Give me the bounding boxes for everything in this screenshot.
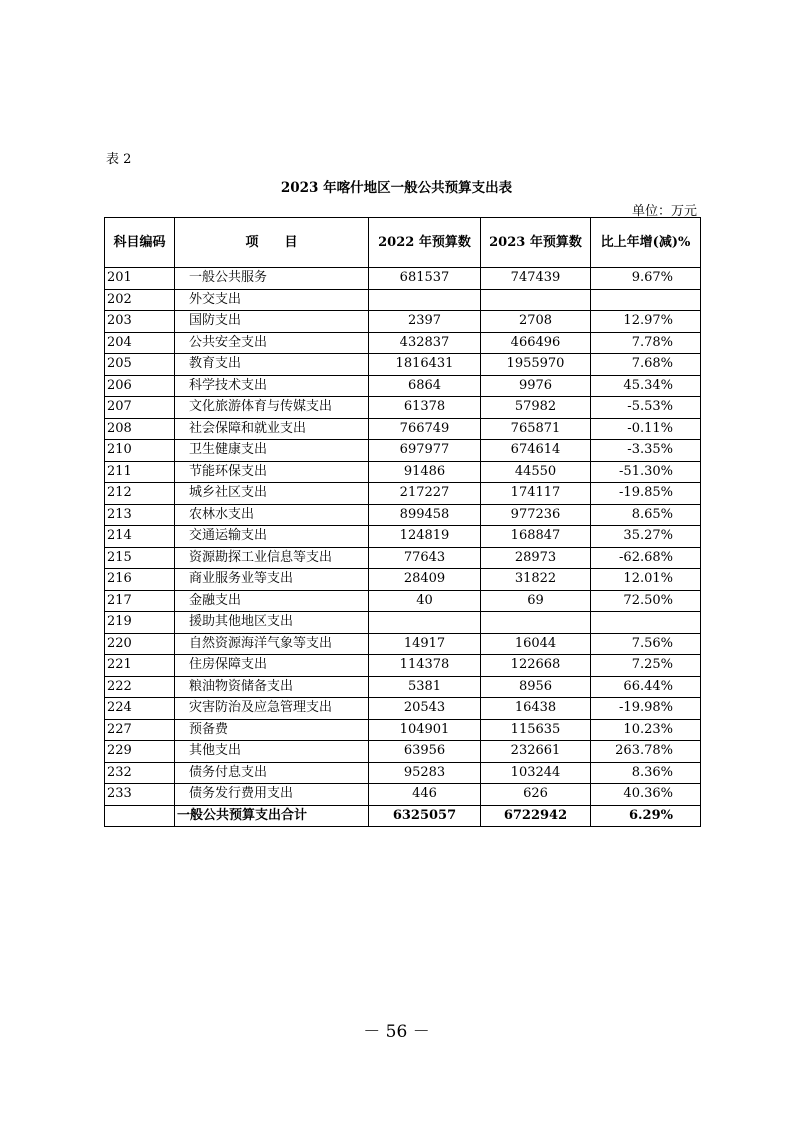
table-row: [105, 590, 701, 612]
table-row: [105, 397, 701, 419]
total-cell-y2023: 6722942: [481, 805, 591, 827]
cell-code: 207: [105, 397, 175, 419]
cell-name: 国防支出: [175, 311, 369, 333]
cell-change: 9.67%: [591, 268, 701, 290]
table-header-row: [105, 218, 701, 268]
table-row: [105, 676, 701, 698]
cell-y2023: 8956: [481, 676, 591, 698]
cell-y2023: 168847: [481, 526, 591, 548]
cell-code: 203: [105, 311, 175, 333]
cell-y2022: 114378: [369, 655, 481, 677]
table-row: [105, 332, 701, 354]
cell-change: 40.36%: [591, 784, 701, 806]
table-row: [105, 612, 701, 634]
cell-y2022: 697977: [369, 440, 481, 462]
cell-y2023: 9976: [481, 375, 591, 397]
cell-y2023: 31822: [481, 569, 591, 591]
cell-y2022: 124819: [369, 526, 481, 548]
cell-change: -3.35%: [591, 440, 701, 462]
cell-name: 卫生健康支出: [175, 440, 369, 462]
table-row: [105, 375, 701, 397]
cell-change: 10.23%: [591, 719, 701, 741]
table-row: [105, 418, 701, 440]
cell-change: [591, 612, 701, 634]
total-cell-code: [105, 805, 175, 827]
table-row: [105, 633, 701, 655]
cell-change: 72.50%: [591, 590, 701, 612]
cell-y2022: 61378: [369, 397, 481, 419]
cell-change: -19.85%: [591, 483, 701, 505]
cell-y2023: [481, 289, 591, 311]
cell-code: 214: [105, 526, 175, 548]
cell-y2022: 91486: [369, 461, 481, 483]
cell-change: 35.27%: [591, 526, 701, 548]
header-change: 比上年增(减)%: [591, 218, 701, 268]
cell-change: 12.97%: [591, 311, 701, 333]
header-2022: 2022 年预算数: [369, 218, 481, 268]
table-row: [105, 526, 701, 548]
cell-y2022: 432837: [369, 332, 481, 354]
cell-name: 债务付息支出: [175, 762, 369, 784]
cell-y2022: 2397: [369, 311, 481, 333]
cell-y2023: 122668: [481, 655, 591, 677]
cell-code: 216: [105, 569, 175, 591]
table-row: [105, 719, 701, 741]
cell-y2022: 217227: [369, 483, 481, 505]
cell-y2023: 765871: [481, 418, 591, 440]
cell-name: 粮油物资储备支出: [175, 676, 369, 698]
cell-name: 援助其他地区支出: [175, 612, 369, 634]
table-body: [105, 268, 701, 827]
total-cell-name: 一般公共预算支出合计: [175, 805, 369, 827]
cell-code: 232: [105, 762, 175, 784]
cell-code: 210: [105, 440, 175, 462]
cell-change: [591, 289, 701, 311]
cell-y2023: 69: [481, 590, 591, 612]
cell-code: 208: [105, 418, 175, 440]
table-row: [105, 784, 701, 806]
cell-name: 文化旅游体育与传媒支出: [175, 397, 369, 419]
cell-code: 213: [105, 504, 175, 526]
cell-y2022: 77643: [369, 547, 481, 569]
cell-name: 农林水支出: [175, 504, 369, 526]
table-row: [105, 655, 701, 677]
unit-label: 单位：万元: [631, 204, 697, 219]
cell-code: 219: [105, 612, 175, 634]
header-code: 科目编码: [105, 218, 175, 268]
cell-change: 12.01%: [591, 569, 701, 591]
cell-y2022: 446: [369, 784, 481, 806]
cell-name: 公共安全支出: [175, 332, 369, 354]
cell-change: -5.53%: [591, 397, 701, 419]
total-row: [105, 805, 701, 827]
header-2023: 2023 年预算数: [481, 218, 591, 268]
table-row: [105, 547, 701, 569]
table-row: [105, 569, 701, 591]
cell-name: 资源勘探工业信息等支出: [175, 547, 369, 569]
cell-name: 城乡社区支出: [175, 483, 369, 505]
cell-code: 220: [105, 633, 175, 655]
cell-name: 债务发行费用支出: [175, 784, 369, 806]
cell-y2023: 1955970: [481, 354, 591, 376]
cell-y2023: 747439: [481, 268, 591, 290]
cell-code: 229: [105, 741, 175, 763]
cell-change: 263.78%: [591, 741, 701, 763]
cell-name: 预备费: [175, 719, 369, 741]
cell-y2022: 63956: [369, 741, 481, 763]
cell-code: 206: [105, 375, 175, 397]
cell-name: 教育支出: [175, 354, 369, 376]
cell-y2022: 95283: [369, 762, 481, 784]
total-cell-y2022: 6325057: [369, 805, 481, 827]
cell-y2023: 466496: [481, 332, 591, 354]
cell-y2022: 28409: [369, 569, 481, 591]
cell-code: 217: [105, 590, 175, 612]
cell-change: 7.78%: [591, 332, 701, 354]
cell-code: 211: [105, 461, 175, 483]
cell-name: 住房保障支出: [175, 655, 369, 677]
table-row: [105, 354, 701, 376]
cell-change: 8.36%: [591, 762, 701, 784]
table-row: [105, 698, 701, 720]
cell-y2023: 626: [481, 784, 591, 806]
cell-y2023: 103244: [481, 762, 591, 784]
cell-y2023: 57982: [481, 397, 591, 419]
total-cell-change: 6.29%: [591, 805, 701, 827]
cell-code: 227: [105, 719, 175, 741]
table-row: [105, 762, 701, 784]
cell-name: 灾害防治及应急管理支出: [175, 698, 369, 720]
cell-y2022: [369, 289, 481, 311]
cell-code: 233: [105, 784, 175, 806]
cell-code: 205: [105, 354, 175, 376]
cell-y2022: 14917: [369, 633, 481, 655]
cell-change: -51.30%: [591, 461, 701, 483]
cell-code: 212: [105, 483, 175, 505]
cell-change: 66.44%: [591, 676, 701, 698]
cell-y2022: 5381: [369, 676, 481, 698]
cell-y2022: 766749: [369, 418, 481, 440]
cell-change: 7.68%: [591, 354, 701, 376]
cell-y2023: 16044: [481, 633, 591, 655]
cell-y2023: [481, 612, 591, 634]
header-item: 项 目: [175, 218, 369, 268]
table-title: 2023 年喀什地区一般公共预算支出表: [280, 180, 513, 196]
table-row: [105, 311, 701, 333]
cell-change: 7.25%: [591, 655, 701, 677]
cell-y2023: 44550: [481, 461, 591, 483]
cell-y2022: 1816431: [369, 354, 481, 376]
cell-y2022: 40: [369, 590, 481, 612]
cell-code: 201: [105, 268, 175, 290]
cell-change: 8.65%: [591, 504, 701, 526]
cell-name: 外交支出: [175, 289, 369, 311]
cell-y2022: 20543: [369, 698, 481, 720]
cell-code: 202: [105, 289, 175, 311]
cell-change: -62.68%: [591, 547, 701, 569]
cell-y2023: 16438: [481, 698, 591, 720]
table-row: [105, 440, 701, 462]
cell-name: 科学技术支出: [175, 375, 369, 397]
cell-y2022: [369, 612, 481, 634]
table-row: [105, 483, 701, 505]
cell-change: 7.56%: [591, 633, 701, 655]
cell-change: 45.34%: [591, 375, 701, 397]
cell-y2022: 681537: [369, 268, 481, 290]
cell-y2022: 899458: [369, 504, 481, 526]
cell-y2023: 232661: [481, 741, 591, 763]
cell-code: 222: [105, 676, 175, 698]
cell-y2022: 104901: [369, 719, 481, 741]
cell-name: 节能环保支出: [175, 461, 369, 483]
page-number: － 56 －: [363, 1022, 430, 1042]
cell-change: -19.98%: [591, 698, 701, 720]
cell-name: 一般公共服务: [175, 268, 369, 290]
cell-name: 社会保障和就业支出: [175, 418, 369, 440]
cell-code: 224: [105, 698, 175, 720]
cell-change: -0.11%: [591, 418, 701, 440]
table-row: [105, 504, 701, 526]
cell-y2023: 2708: [481, 311, 591, 333]
cell-y2023: 115635: [481, 719, 591, 741]
cell-code: 204: [105, 332, 175, 354]
cell-y2023: 28973: [481, 547, 591, 569]
cell-code: 215: [105, 547, 175, 569]
table-row: [105, 741, 701, 763]
cell-name: 其他支出: [175, 741, 369, 763]
cell-name: 金融支出: [175, 590, 369, 612]
cell-y2023: 174117: [481, 483, 591, 505]
table-label: 表 2: [106, 152, 132, 167]
cell-name: 商业服务业等支出: [175, 569, 369, 591]
table-row: [105, 461, 701, 483]
cell-y2023: 977236: [481, 504, 591, 526]
cell-name: 交通运输支出: [175, 526, 369, 548]
table-row: [105, 289, 701, 311]
cell-name: 自然资源海洋气象等支出: [175, 633, 369, 655]
budget-table: [104, 217, 701, 827]
table-row: [105, 268, 701, 290]
cell-code: 221: [105, 655, 175, 677]
cell-y2022: 6864: [369, 375, 481, 397]
cell-y2023: 674614: [481, 440, 591, 462]
